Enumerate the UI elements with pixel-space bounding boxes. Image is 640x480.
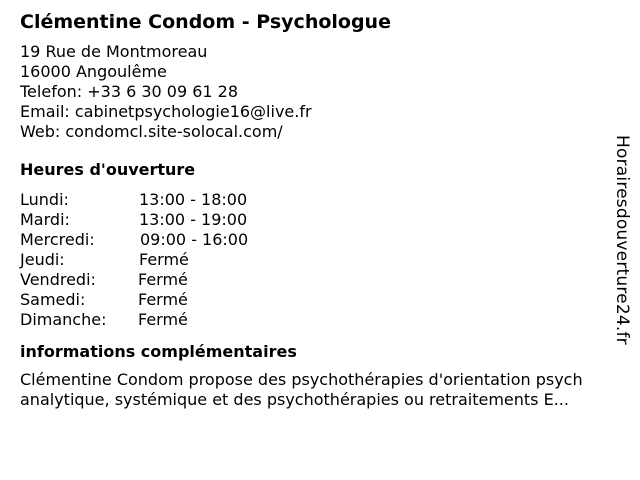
hours-row-tuesday — [20, 210, 620, 230]
hours-day: Mercredi: — [20, 230, 95, 249]
info-description-line-1: Clémentine Condom propose des psychothérapies d'orientation psych — [20, 370, 583, 389]
hours-time: 13:00 - 18:00 — [139, 190, 248, 209]
info-title: informations complémentaires — [20, 342, 297, 361]
hours-day: Jeudi: — [20, 250, 65, 269]
address-line-2: 16000 Angoulême — [20, 62, 167, 81]
business-name: Clémentine Condom - Psychologue — [20, 11, 391, 33]
hours-time: Fermé — [138, 310, 188, 329]
hours-row-monday — [20, 190, 620, 210]
address-line-1: 19 Rue de Montmoreau — [20, 42, 208, 61]
email-line: Email: cabinetpsychologie16@live.fr — [20, 102, 312, 121]
phone-line: Telefon: +33 6 30 09 61 28 — [20, 82, 239, 101]
hours-day: Samedi: — [20, 290, 86, 309]
hours-time: Fermé — [138, 270, 188, 289]
business-card — [20, 10, 620, 410]
hours-row-friday — [20, 270, 620, 290]
hours-row-saturday — [20, 290, 620, 310]
hours-time: 09:00 - 16:00 — [140, 230, 249, 249]
hours-time: Fermé — [139, 250, 189, 269]
hours-row-sunday — [20, 310, 620, 330]
site-watermark: Horairesdouverture24.fr — [612, 135, 632, 345]
hours-time: Fermé — [138, 290, 188, 309]
hours-time: 13:00 - 19:00 — [139, 210, 248, 229]
web-line: Web: condomcl.site-solocal.com/ — [20, 122, 283, 141]
info-description-line-2: analytique, systémique et des psychothérapies ou retraitements E... — [20, 390, 569, 409]
hours-day: Mardi: — [20, 210, 70, 229]
hours-day: Dimanche: — [20, 310, 107, 329]
hours-day: Lundi: — [20, 190, 69, 209]
hours-title: Heures d'ouverture — [20, 160, 196, 179]
hours-day: Vendredi: — [20, 270, 96, 289]
hours-row-thursday — [20, 250, 620, 270]
hours-row-wednesday — [20, 230, 620, 250]
